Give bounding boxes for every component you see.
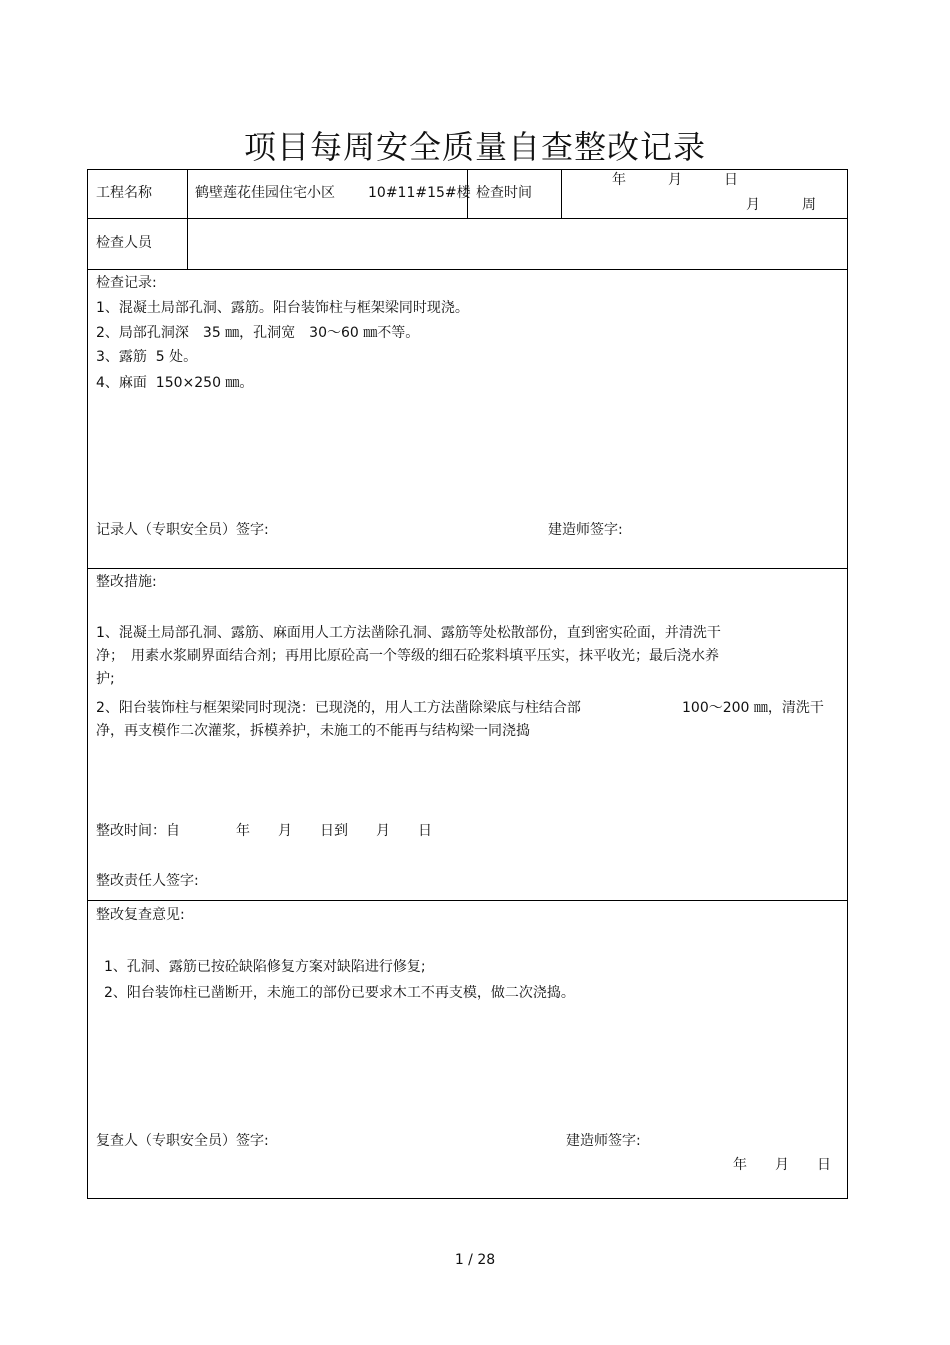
row-divider bbox=[87, 218, 848, 219]
rechecker-signature-label: 复查人（专职安全员）签字: bbox=[96, 1133, 269, 1149]
recorder-signature-label: 记录人（专职安全员）签字: bbox=[96, 522, 269, 538]
column-divider bbox=[187, 169, 188, 269]
rectification-text-line: 100～200 ㎜，清洗干 bbox=[682, 700, 824, 716]
rectification-time: 整改时间：自 年 月 日到 月 日 bbox=[96, 823, 432, 839]
page-title: 项目每周安全质量自查整改记录 bbox=[243, 128, 706, 166]
inspection-record-heading: 检查记录: bbox=[96, 275, 157, 291]
project-name-label: 工程名称 bbox=[96, 185, 152, 201]
recheck-item: 2、阳台装饰柱已凿断开，未施工的部份已要求木工不再支模，做二次浇捣。 bbox=[104, 985, 575, 1001]
inspection-item: 3、露筋 5 处。 bbox=[96, 349, 198, 365]
rectification-text-line: 护; bbox=[96, 671, 115, 687]
inspector-label: 检查人员 bbox=[96, 235, 152, 251]
inspection-item: 4、麻面 150×250 ㎜。 bbox=[96, 375, 254, 391]
check-time-label: 检查时间 bbox=[476, 185, 532, 201]
recheck-heading: 整改复查意见: bbox=[96, 907, 185, 923]
column-divider bbox=[561, 169, 562, 218]
inspection-item: 1、混凝土局部孔洞、露筋。阳台装饰柱与框架梁同时现浇。 bbox=[96, 300, 469, 316]
row-divider bbox=[87, 568, 848, 569]
page-number: 1 / 28 bbox=[454, 1252, 496, 1268]
rectification-text-line: 2、阳台装饰柱与框架梁同时现浇：已现浇的，用人工方法凿除梁底与柱结合部 bbox=[96, 700, 581, 716]
check-date-line: 年 月 日 bbox=[612, 172, 738, 188]
project-name-value: 鹤壁莲花佳园住宅小区 bbox=[195, 185, 335, 201]
check-week-line: 月 周 bbox=[746, 197, 816, 213]
recheck-builder-signature-label: 建造师签字: bbox=[566, 1133, 641, 1149]
recheck-date: 年 月 日 bbox=[733, 1157, 831, 1173]
row-divider bbox=[87, 269, 848, 270]
rectification-text-line: 净，再支模作二次灌浆，拆模养护，未施工的不能再与结构梁一同浇捣 bbox=[96, 723, 530, 739]
recheck-item: 1、孔洞、露筋已按砼缺陷修复方案对缺陷进行修复; bbox=[104, 959, 426, 975]
responsible-signature-label: 整改责任人签字: bbox=[96, 873, 199, 889]
rectification-text-line: 1、混凝土局部孔洞、露筋、麻面用人工方法凿除孔洞、露筋等处松散部份，直到密实砼面，并清洗干 bbox=[96, 625, 721, 641]
project-buildings-value: 10#11#15#楼 bbox=[368, 185, 471, 201]
inspection-item: 2、局部孔洞深 35 ㎜，孔洞宽 30～60 ㎜不等。 bbox=[96, 325, 420, 341]
rectification-heading: 整改措施: bbox=[96, 574, 157, 590]
rectification-text-line: 净； 用素水浆刷界面结合剂；再用比原砼高一个等级的细石砼浆料填平压实，抹平收光；最后浇水养 bbox=[96, 648, 719, 664]
builder-signature-label: 建造师签字: bbox=[548, 522, 623, 538]
row-divider bbox=[87, 900, 848, 901]
